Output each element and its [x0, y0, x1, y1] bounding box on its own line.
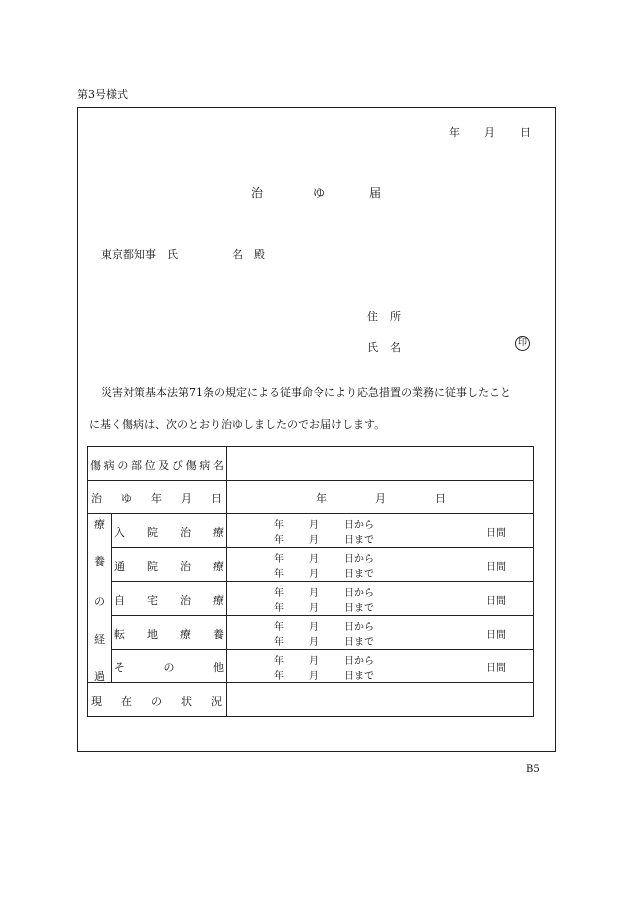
address-label-2: 所	[390, 310, 401, 323]
row-label-char: 他	[213, 661, 224, 674]
status-label-char: 現	[91, 695, 102, 708]
injury-label-char: び	[171, 459, 183, 472]
treatment-header-char: 経	[94, 633, 105, 646]
body-line-2: に基く傷病は、次のとおり治ゆしましたのでお届けします。	[89, 418, 386, 431]
row-label-char: 療	[213, 594, 224, 607]
row-label-char: 通	[114, 560, 125, 573]
table-line	[111, 615, 534, 616]
from-year: 年	[274, 520, 284, 531]
injury-label-char: 名	[212, 459, 224, 472]
date-month: 月	[484, 126, 495, 139]
form-number: 第3号様式	[77, 88, 128, 101]
row-label-char: の	[163, 661, 175, 674]
status-label-char: 状	[181, 695, 192, 708]
from-day: 日から	[344, 588, 374, 599]
row-label-char: 治	[180, 560, 191, 573]
date-day: 日	[520, 126, 531, 139]
name-label-2: 名	[390, 341, 401, 354]
to-year: 年	[274, 535, 284, 546]
to-month: 月	[309, 671, 319, 682]
row-label-char: 養	[213, 628, 224, 641]
row-label-char: 療	[180, 628, 191, 641]
row-label-char: 治	[180, 594, 191, 607]
to-month: 月	[309, 637, 319, 648]
treatment-header-char: 過	[94, 670, 105, 683]
treatment-row-label	[114, 626, 224, 642]
to-year: 年	[274, 603, 284, 614]
treatment-header-char: 養	[94, 555, 105, 568]
table-line	[111, 581, 534, 582]
row-label-char: 転	[114, 628, 125, 641]
injury-label-char: 部	[130, 459, 142, 472]
from-day: 日から	[344, 622, 374, 633]
row-label-char: 治	[180, 526, 191, 539]
table-line	[533, 446, 534, 716]
from-month: 月	[309, 554, 319, 565]
table-line	[87, 446, 534, 447]
from-day: 日から	[344, 554, 374, 565]
table-line	[87, 480, 534, 481]
cure-label-char: ゆ	[121, 492, 132, 505]
cure-label-char: 日	[211, 492, 222, 505]
to-day: 日まで	[344, 535, 374, 546]
from-month: 月	[309, 622, 319, 633]
from-month: 月	[309, 588, 319, 599]
row-label-char: 自	[114, 594, 125, 607]
title-char-2: ゆ	[313, 186, 326, 200]
injury-label-char: 病	[199, 459, 211, 472]
injury-label-char: 傷	[185, 459, 197, 472]
row-label-char: 宅	[147, 594, 158, 607]
treatment-header-char: の	[94, 595, 105, 608]
to-year: 年	[274, 637, 284, 648]
days-label: 日間	[486, 663, 506, 674]
to-month: 月	[309, 603, 319, 614]
from-day: 日から	[344, 520, 374, 531]
from-year: 年	[274, 588, 284, 599]
status-label-char: 況	[211, 695, 222, 708]
row-label-char: 院	[147, 560, 158, 573]
cure-label-char: 月	[181, 492, 192, 505]
body-line-1: 災害対策基本法第71条の規定による従事命令により応急措置の業務に従事したこと	[101, 386, 511, 399]
seal-mark: 印	[515, 336, 530, 351]
cure-date-month: 月	[375, 492, 386, 505]
cure-date-label	[91, 490, 222, 506]
table-line	[87, 716, 534, 717]
row-label-char: 入	[114, 526, 125, 539]
address-label-1: 住	[367, 310, 378, 323]
days-label: 日間	[486, 630, 506, 641]
treatment-row-label	[114, 592, 224, 608]
cure-label-char: 治	[91, 492, 102, 505]
injury-label-char: 病	[103, 459, 115, 472]
injury-label-char: 位	[144, 459, 156, 472]
treatment-row-label	[114, 558, 224, 574]
injury-label-char: の	[117, 459, 129, 472]
to-month: 月	[309, 535, 319, 546]
status-label	[91, 693, 222, 709]
treatment-row-label	[114, 659, 224, 675]
injury-label-char: 傷	[90, 459, 101, 472]
from-month: 月	[309, 656, 319, 667]
to-day: 日まで	[344, 671, 374, 682]
title-char-1: 治	[251, 186, 264, 200]
treatment-header-char: 療	[94, 518, 105, 531]
table-line	[111, 513, 112, 682]
addressee-suffix: 殿	[254, 248, 265, 261]
status-label-char: の	[151, 695, 162, 708]
table-line	[87, 513, 534, 514]
to-month: 月	[309, 569, 319, 580]
status-label-char: 在	[121, 695, 132, 708]
cure-date-year: 年	[316, 492, 327, 505]
row-label-char: 院	[147, 526, 158, 539]
from-year: 年	[274, 554, 284, 565]
days-label: 日間	[486, 596, 506, 607]
table-line	[87, 682, 534, 683]
cure-label-char: 年	[151, 492, 162, 505]
days-label: 日間	[486, 562, 506, 573]
title-char-3: 届	[369, 186, 382, 200]
to-year: 年	[274, 569, 284, 580]
to-day: 日まで	[344, 637, 374, 648]
table-line	[111, 649, 534, 650]
to-day: 日まで	[344, 603, 374, 614]
from-day: 日から	[344, 656, 374, 667]
table-line	[226, 446, 227, 716]
name-label-1: 氏	[367, 341, 378, 354]
row-label-char: 療	[213, 526, 224, 539]
row-label-char: そ	[114, 661, 125, 674]
injury-label-char: 及	[158, 459, 170, 472]
date-year: 年	[449, 126, 460, 139]
from-year: 年	[274, 622, 284, 633]
days-label: 日間	[486, 528, 506, 539]
addressee-prefix: 東京都知事 氏	[101, 248, 178, 261]
cure-date-day: 日	[435, 492, 446, 505]
injury-label	[90, 457, 224, 473]
treatment-row-label	[114, 524, 224, 540]
addressee-name-char: 名	[232, 248, 243, 261]
from-month: 月	[309, 520, 319, 531]
from-year: 年	[274, 656, 284, 667]
table-line	[87, 446, 88, 716]
to-day: 日まで	[344, 569, 374, 580]
table-line	[111, 547, 534, 548]
row-label-char: 療	[213, 560, 224, 573]
to-year: 年	[274, 671, 284, 682]
paper-size-label: B5	[526, 764, 540, 775]
row-label-char: 地	[147, 628, 158, 641]
